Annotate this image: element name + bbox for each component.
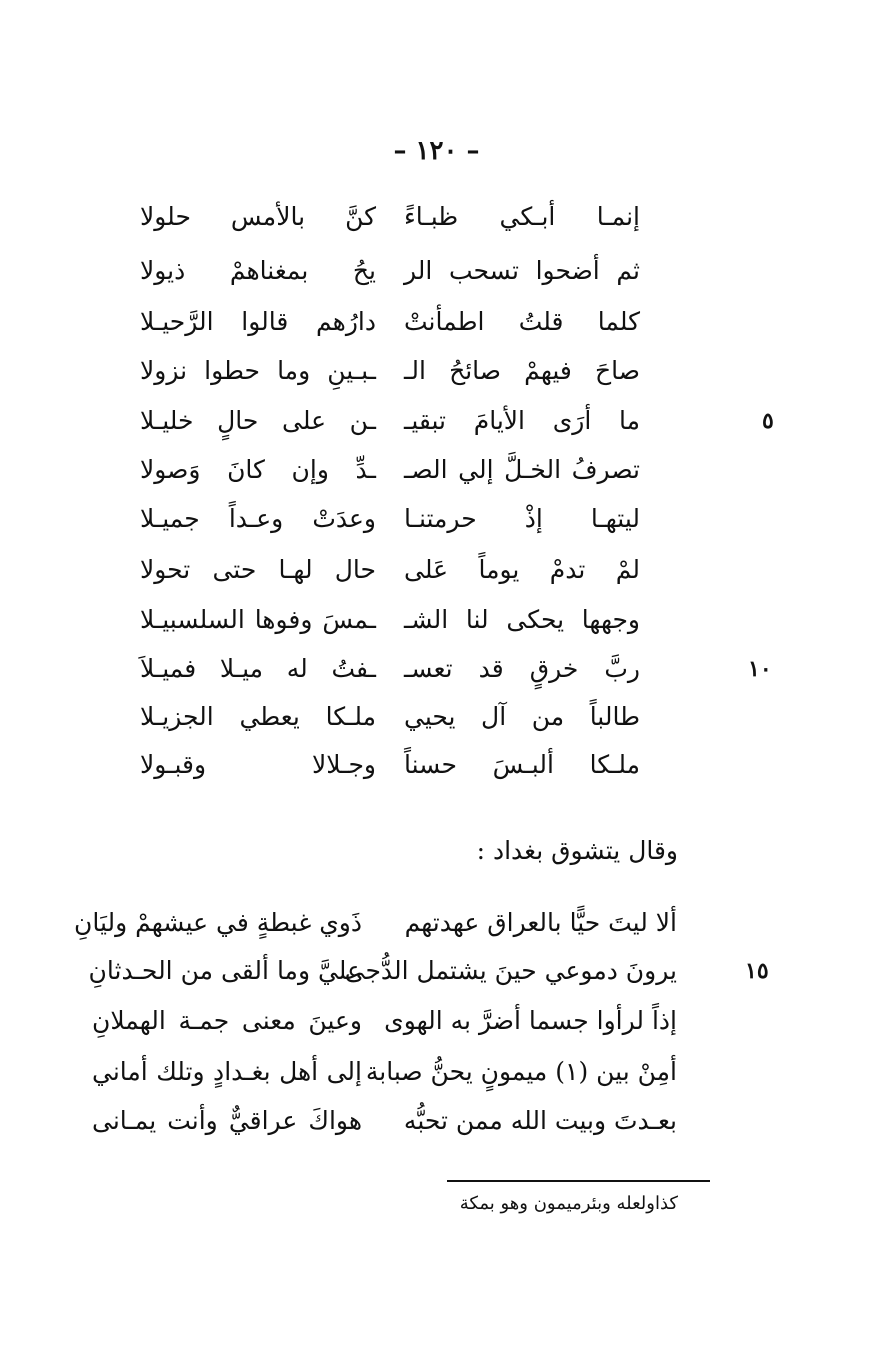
verse-second-hemistich: ـبـينِ وما حطوا نزولا (140, 356, 376, 385)
verse-row (140, 642, 640, 696)
verse-first-hemistich: صاحَ فيهمْ صائحُ الـ (404, 356, 640, 385)
verse-first-hemistich: بعـدتَ وبيت الله ممن تحبُّه (403, 1106, 677, 1135)
verse-second-hemistich: إلى أهل بغـدادٍ وتلك أماني (92, 1057, 362, 1086)
verse-first-hemistich: وجهها يحكى لنا الشـ (404, 605, 640, 634)
verse-row (92, 1094, 677, 1148)
page-number: – ١٢٠ – (393, 136, 480, 166)
verse-second-hemistich: ـن على حالٍ خليـلا (140, 406, 376, 435)
verse-second-hemistich: وجـلالا وقبـولا (140, 750, 376, 779)
verse-second-hemistich: وعينَ معنى جمـة الهملانِ (92, 1006, 362, 1035)
verse-row (140, 244, 640, 298)
poem-intro: وقال يتشوق بغداد : (476, 836, 678, 865)
line-number: ١٠ (748, 656, 772, 682)
footnote-divider (447, 1180, 710, 1182)
verse-row (140, 543, 640, 597)
verse-row (140, 738, 640, 792)
verse-first-hemistich: يرونَ دموعي حينَ يشتمل الدُّجى (344, 956, 677, 985)
verse-first-hemistich: كلما قلتُ اطمأنتْ (404, 307, 640, 336)
verse-row (140, 593, 640, 647)
verse-first-hemistich: ملـكا ألبـسَ حسناً (404, 750, 640, 779)
verse-second-hemistich: ملـكا يعطي الجزيـلا (140, 702, 376, 731)
verse-row (140, 190, 640, 244)
verse-row (140, 344, 640, 398)
verse-row (140, 443, 640, 497)
verse-second-hemistich: يحُ بمغناهمْ ذيولا (140, 256, 376, 285)
verse-second-hemistich: كنَّ بالأمس حلولا (140, 202, 376, 231)
verse-row (88, 944, 677, 998)
verse-row (92, 1045, 677, 1099)
verse-first-hemistich: ثم أضحوا تسحب الر (404, 256, 640, 285)
verse-first-hemistich: ليتهـا إذْ حرمتنـا (404, 504, 640, 533)
verse-row (140, 295, 640, 349)
verse-first-hemistich: أمِنْ بين (١) ميمونٍ يحنُّ صبابة (365, 1057, 677, 1086)
verse-first-hemistich: ما أرَى الأيامَ تبقيـ (404, 406, 640, 435)
verse-row (73, 896, 677, 950)
verse-second-hemistich: عليَّ وما ألقى من الحـدثانِ (88, 956, 362, 985)
footnote: كذاولعله وبئرميمون وهو بمكة (459, 1193, 678, 1214)
verse-first-hemistich: ألا ليتَ حيًّا بالعراق عهدتهم (404, 908, 677, 937)
verse-second-hemistich: ـمسَ وفوها السلسبيـلا (140, 605, 376, 634)
verse-row (140, 492, 640, 546)
verse-second-hemistich: وعدَتْ وعـداً جميـلا (140, 504, 376, 533)
verse-second-hemistich: ـفتُ له ميـلا فميـلاَ (140, 654, 376, 683)
verse-first-hemistich: تصرفُ الخـلَّ إلي الصـ (404, 455, 640, 484)
verse-first-hemistich: طالباً من آل يحيي (404, 702, 640, 731)
verse-second-hemistich: ذَوي غبطةٍ في عيشهمْ وليَانِ (73, 908, 362, 937)
verse-row (92, 994, 677, 1048)
verse-second-hemistich: ـدِّ وإن كانَ وَصولا (140, 455, 376, 484)
verse-first-hemistich: ربَّ خرقٍ قد تعسـ (404, 654, 640, 683)
verse-second-hemistich: حال لهـا حتى تحولا (140, 555, 376, 584)
verse-first-hemistich: لمْ تدمْ يوماً عَلى (404, 555, 640, 584)
line-number: ٥ (762, 408, 774, 434)
line-number: ١٥ (745, 958, 769, 984)
verse-second-hemistich: هواكَ عراقيٌّ وأنت يمـانى (92, 1106, 362, 1135)
verse-first-hemistich: إذاً لرأوا جسما أضرَّ به الهوى (384, 1006, 677, 1035)
verse-first-hemistich: إنمـا أبـكي ظبـاءً (404, 202, 640, 231)
verse-row (140, 690, 640, 744)
verse-second-hemistich: دارُهم قالوا الرَّحيـلا (140, 307, 376, 336)
verse-row (140, 394, 640, 448)
